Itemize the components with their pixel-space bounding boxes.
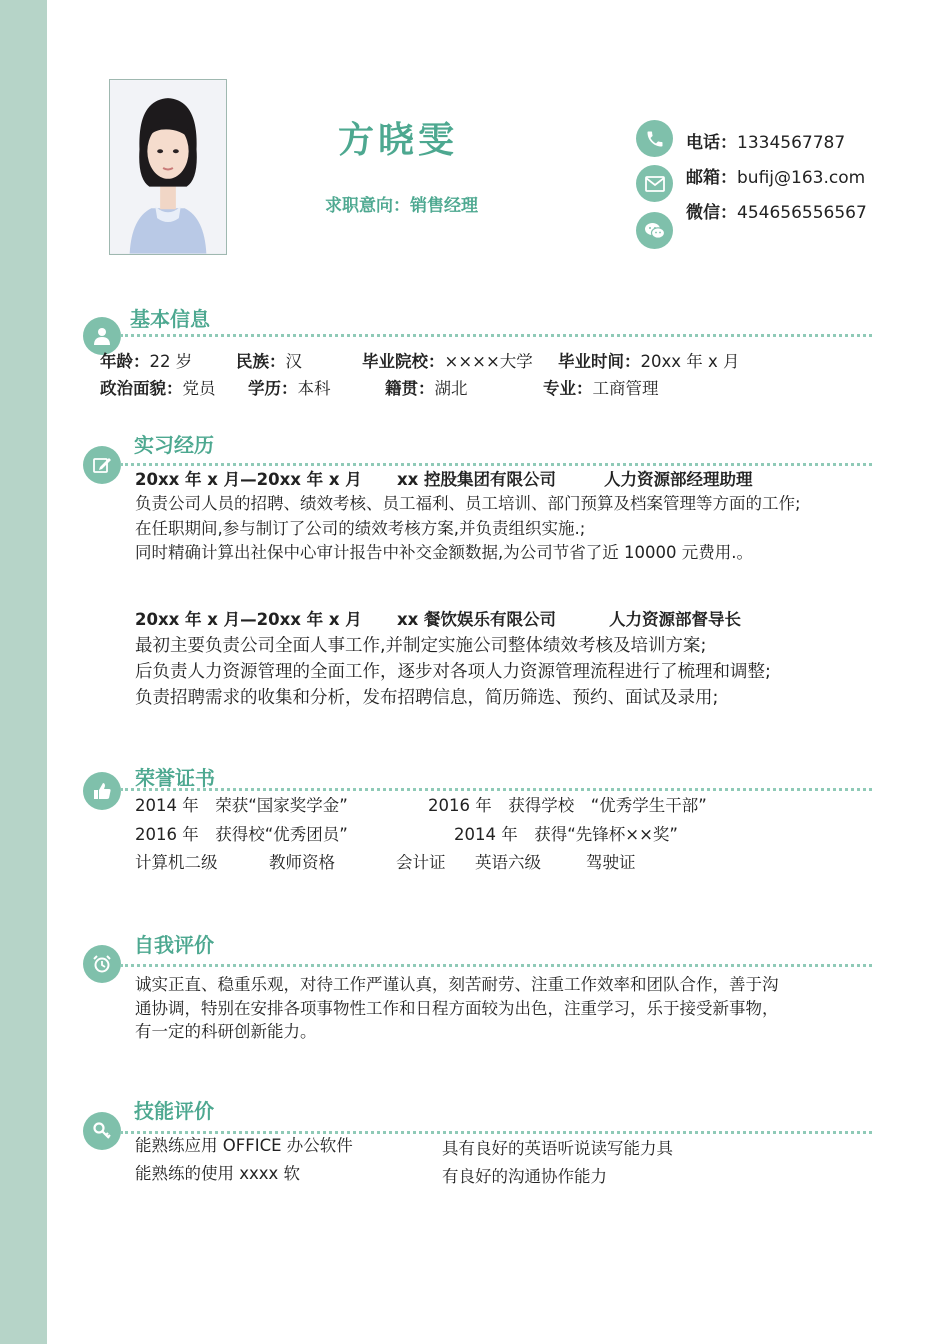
section-title-skills: 技能评价	[134, 1099, 214, 1123]
skill-item: 能熟练的使用 xxxx 软	[135, 1164, 301, 1183]
honor-item: 2016 年 获得校“优秀团员”	[135, 825, 348, 844]
section-title-honors: 荣誉证书	[135, 766, 215, 790]
job-line: 最初主要负责公司全面人事工作,并制定实施公司整体绩效考核及培训方案;	[135, 636, 707, 656]
section-divider	[120, 964, 872, 967]
job-line: 在任职期间,参与制订了公司的绩效考核方案,并负责组织实施.;	[135, 519, 586, 538]
cert-item: 会计证	[396, 853, 446, 872]
job-line: 后负责人力资源管理的全面工作，逐步对各项人力资源管理流程进行了梳理和调整;	[135, 662, 771, 682]
honor-item: 2014 年 荣获“国家奖学金”	[135, 796, 348, 815]
job-role: 人力资源部督导长	[609, 610, 741, 629]
section-title-self: 自我评价	[134, 933, 214, 957]
section-title-intern: 实习经历	[134, 433, 214, 457]
section-divider	[120, 788, 872, 791]
honor-item: 2016 年 获得学校 “优秀学生干部”	[428, 796, 707, 815]
cert-item: 驾驶证	[586, 853, 636, 872]
email-line: 邮箱：bufij@163.com	[686, 168, 866, 188]
ethnic-field: 民族：汉	[236, 352, 302, 371]
job-line: 负责公司人员的招聘、绩效考核、员工福利、员工培训、部门预算及档案管理等方面的工作;	[135, 494, 801, 513]
cert-item: 教师资格	[269, 853, 335, 872]
edit-icon	[83, 446, 121, 484]
self-eval-line: 有一定的科研创新能力。	[135, 1022, 317, 1041]
job-company: xx 餐饮娱乐有限公司	[397, 610, 557, 629]
skill-item: 具有良好的英语听说读写能力具	[442, 1139, 673, 1158]
left-sidebar-bar	[0, 0, 47, 1344]
thumbs-up-icon	[83, 772, 121, 810]
job-period: 20xx 年 x 月—20xx 年 x 月	[135, 610, 362, 629]
section-title-basic: 基本信息	[130, 307, 210, 331]
wechat-line: 微信：454656556567	[686, 203, 867, 223]
job-period: 20xx 年 x 月—20xx 年 x 月	[135, 470, 362, 489]
grad-field: 毕业时间：20xx 年 x 月	[558, 352, 740, 371]
wechat-icon	[636, 212, 673, 249]
key-icon	[83, 1112, 121, 1150]
self-eval-line: 通协调，特别在安排各项事物性工作和日程方面较为出色，注重学习，乐于接受新事物，	[135, 999, 779, 1018]
self-eval-line: 诚实正直、稳重乐观，对待工作严谨认真，刻苦耐劳、注重工作效率和团队合作，善于沟	[135, 975, 779, 994]
honor-item: 2014 年 获得“先锋杯××奖”	[454, 825, 678, 844]
skill-item: 能熟练应用 OFFICE 办公软件	[135, 1136, 353, 1155]
job-line: 同时精确计算出社保中心审计报告中补交金额数据,为公司节省了近 10000 元费用.。	[135, 543, 753, 562]
section-divider	[120, 334, 872, 337]
job-role: 人力资源部经理助理	[604, 470, 753, 489]
job-intent: 求职意向：销售经理	[325, 196, 478, 216]
cert-item: 计算机二级	[135, 853, 218, 872]
profile-photo	[109, 79, 227, 255]
political-field: 政治面貌：党员	[100, 379, 216, 398]
skill-item: 有良好的沟通协作能力	[442, 1167, 607, 1186]
origin-field: 籍贯：湖北	[385, 379, 468, 398]
job-line: 负责招聘需求的收集和分析，发布招聘信息，简历筛选、预约、面试及录用;	[135, 688, 719, 708]
cert-item: 英语六级	[475, 853, 541, 872]
degree-field: 学历：本科	[248, 379, 331, 398]
phone-icon	[636, 120, 673, 157]
job-company: xx 控股集团有限公司	[397, 470, 557, 489]
mail-icon	[636, 165, 673, 202]
candidate-name: 方晓雯	[338, 119, 459, 161]
age-field: 年龄：22 岁	[100, 352, 193, 371]
alarm-clock-icon	[83, 945, 121, 983]
phone-line: 电话：1334567787	[686, 133, 846, 153]
major-field: 专业：工商管理	[543, 379, 659, 398]
school-field: 毕业院校：××××大学	[362, 352, 533, 371]
